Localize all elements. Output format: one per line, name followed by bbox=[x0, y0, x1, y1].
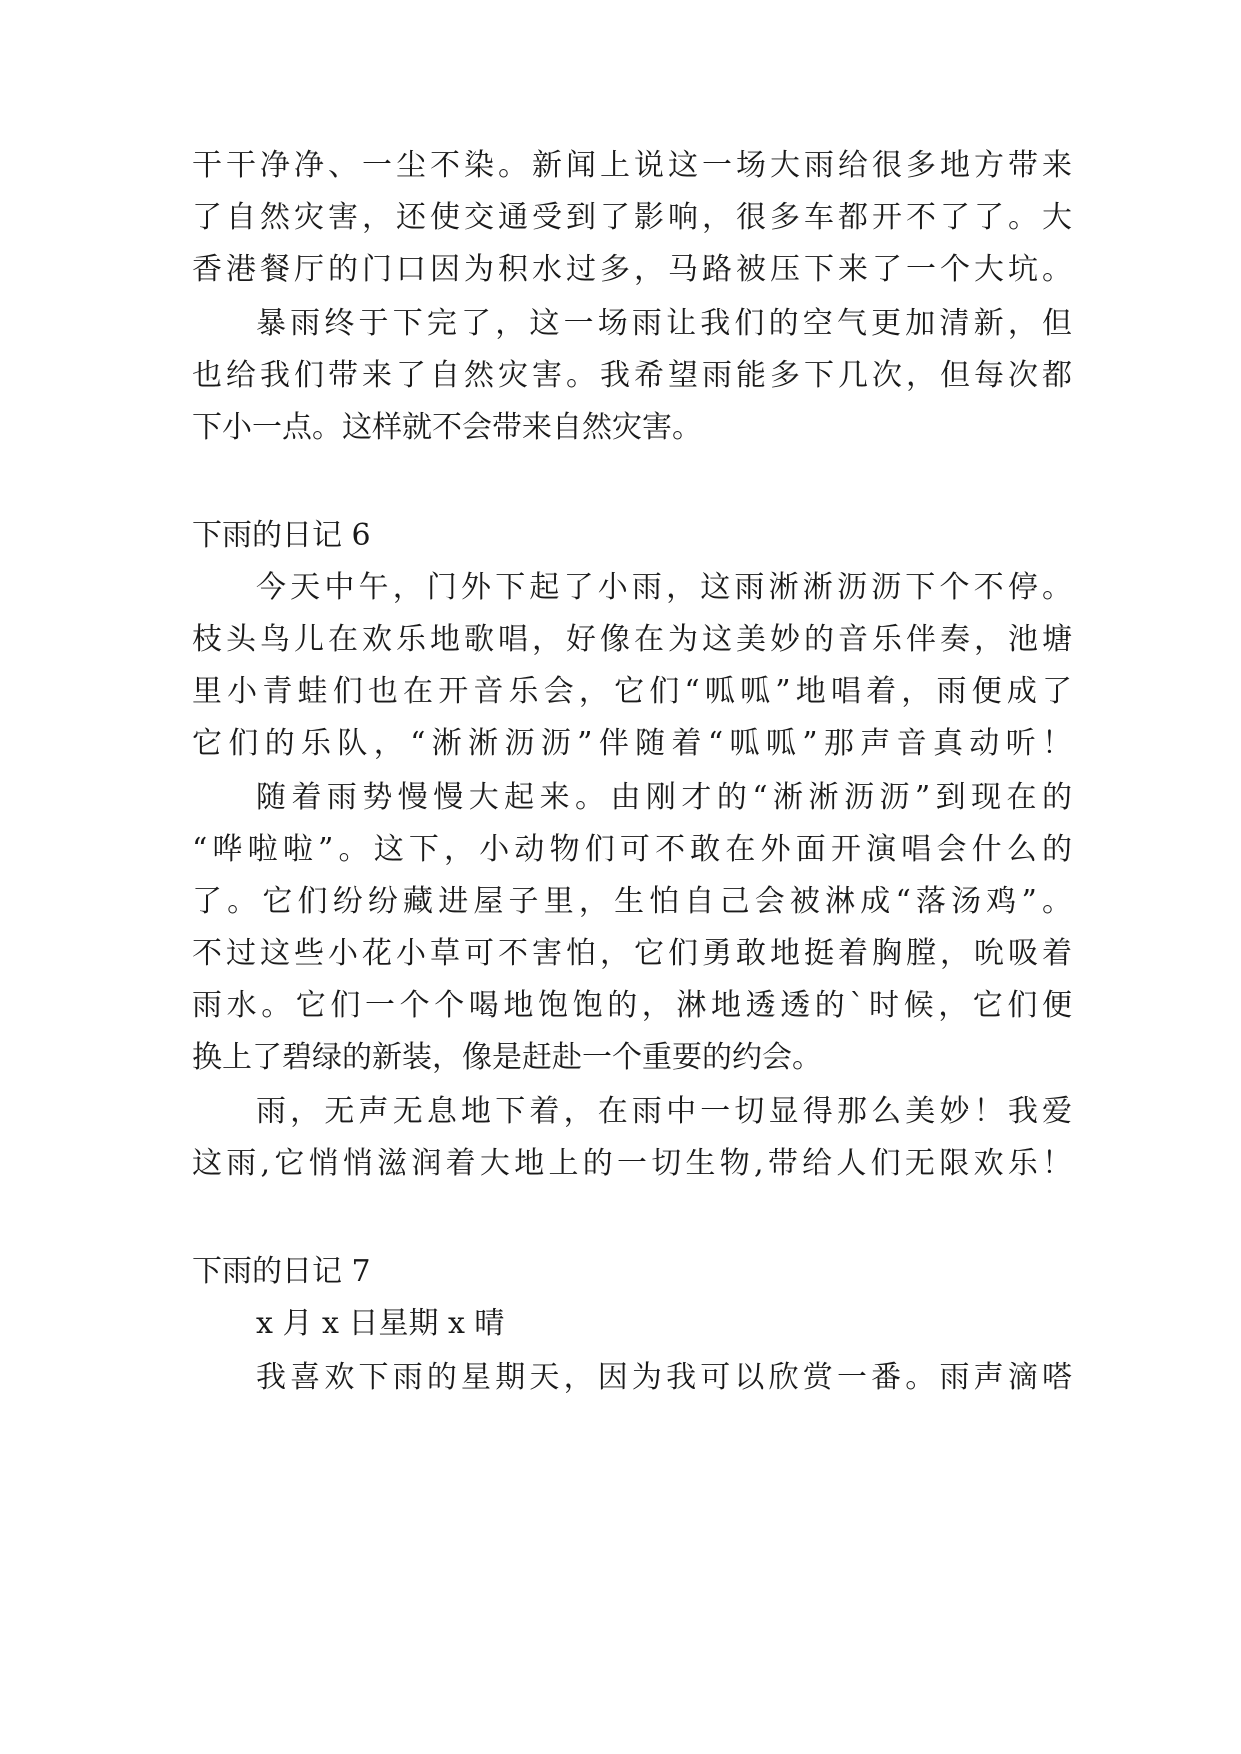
paragraph-line: 雨水。它们一个个喝地饱饱的，淋地透透的`时候，它们便 bbox=[192, 988, 1072, 1023]
paragraph-line: 我喜欢下雨的星期天，因为我可以欣赏一番。雨声滴嗒 bbox=[256, 1360, 1072, 1395]
section-heading: 下雨的日记 7 bbox=[192, 1254, 371, 1289]
diary-date-line: x 月 x 日星期 x 晴 bbox=[256, 1306, 505, 1341]
section-heading: 下雨的日记 6 bbox=[192, 518, 371, 553]
paragraph-line: 也给我们带来了自然灾害。我希望雨能多下几次，但每次都 bbox=[192, 358, 1072, 393]
paragraph-line: 枝头鸟儿在欢乐地歌唱，好像在为这美妙的音乐伴奏，池塘 bbox=[192, 622, 1072, 657]
paragraph-line: “哗啦啦”。这下，小动物们可不敢在外面开演唱会什么的 bbox=[192, 832, 1072, 867]
paragraph-line: 不过这些小花小草可不害怕，它们勇敢地挺着胸膛，吮吸着 bbox=[192, 936, 1072, 971]
paragraph-line: 了。它们纷纷藏进屋子里，生怕自己会被淋成“落汤鸡”。 bbox=[192, 884, 1072, 919]
paragraph-line: 香港餐厅的门口因为积水过多，马路被压下来了一个大坑。 bbox=[192, 252, 1072, 287]
paragraph-line: 暴雨终于下完了，这一场雨让我们的空气更加清新，但 bbox=[256, 306, 1072, 341]
paragraph-line: 随着雨势慢慢大起来。由刚才的“淅淅沥沥”到现在的 bbox=[256, 780, 1072, 815]
paragraph-line: 下小一点。这样就不会带来自然灾害。 bbox=[192, 410, 702, 445]
paragraph-line: 今天中午，门外下起了小雨，这雨淅淅沥沥下个不停。 bbox=[256, 570, 1072, 605]
paragraph-line: 里小青蛙们也在开音乐会，它们“呱呱”地唱着，雨便成了 bbox=[192, 674, 1072, 709]
paragraph-line: 它们的乐队，“淅淅沥沥”伴随着“呱呱”那声音真动听！ bbox=[192, 726, 1072, 761]
paragraph-line: 雨，无声无息地下着，在雨中一切显得那么美妙！我爱 bbox=[256, 1094, 1072, 1129]
paragraph-line: 换上了碧绿的新装，像是赶赴一个重要的约会。 bbox=[192, 1040, 822, 1075]
paragraph-line: 这雨,它悄悄滋润着大地上的一切生物,带给人们无限欢乐！ bbox=[192, 1146, 1072, 1181]
paragraph-line: 了自然灾害，还使交通受到了影响，很多车都开不了了。大 bbox=[192, 200, 1072, 235]
paragraph-line: 干干净净、一尘不染。新闻上说这一场大雨给很多地方带来 bbox=[192, 148, 1072, 183]
